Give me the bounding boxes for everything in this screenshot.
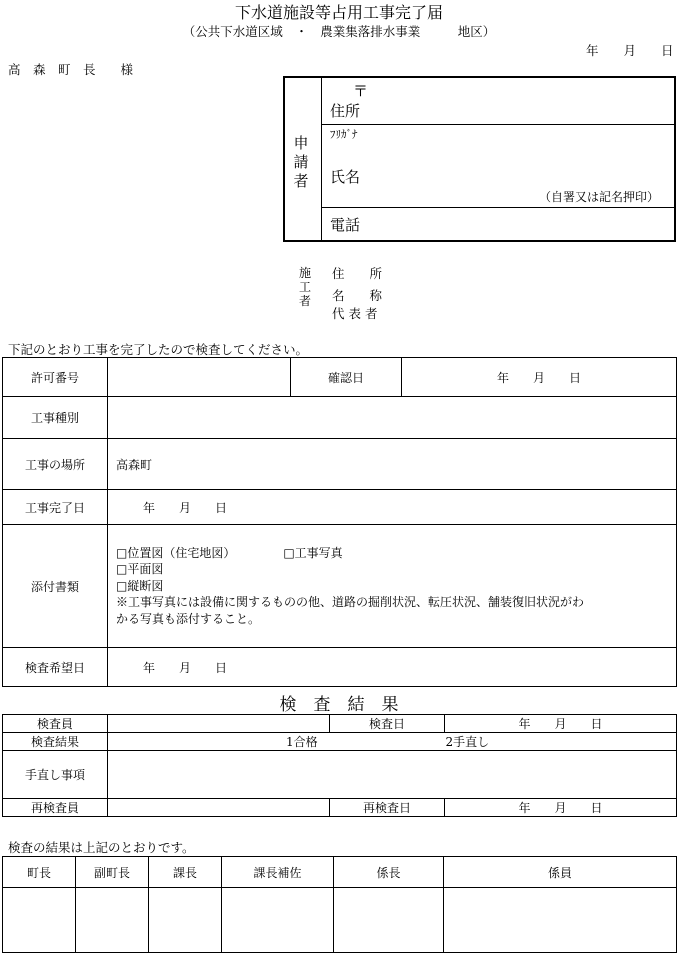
completion-date-field[interactable]: 年 月 日 [108, 490, 677, 525]
document-subtitle: （公共下水道区域 ・ 農業集落排水事業 地区） [182, 24, 496, 39]
footer-text: 検査の結果は上記のとおりです。 [8, 840, 195, 855]
reinspector-field[interactable] [108, 799, 330, 817]
furigana-label: ﾌﾘｶﾞﾅ [330, 128, 358, 141]
document-title: 下水道施設等占用工事完了届 [234, 3, 443, 22]
approval-col-mayor: 町長 [3, 857, 76, 888]
contractor-address-label: 住 所 [332, 266, 383, 281]
submission-date: 年 月 日 [586, 43, 674, 58]
attach-note-cont: かる写真も添付すること。 [116, 611, 261, 626]
result-label: 検査結果 [3, 733, 108, 751]
stamp-cell[interactable] [149, 888, 222, 953]
stamp-cell[interactable] [3, 888, 76, 953]
completion-form-table [2, 357, 677, 687]
attach-photo[interactable]: □工事写真 [283, 545, 343, 560]
postal-mark: 〒 [353, 82, 369, 100]
location-field[interactable]: 高森町 [108, 439, 677, 490]
approval-col-section-chief: 課長 [149, 857, 222, 888]
location-label: 工事の場所 [3, 439, 108, 490]
applicant-label: 申請者 [293, 134, 309, 190]
stamp-cell[interactable] [334, 888, 444, 953]
reinspect-date-field[interactable]: 年 月 日 [445, 799, 677, 817]
addressee: 高 森 町 長 様 [8, 62, 134, 77]
inspect-date-label: 検査日 [330, 715, 445, 733]
inspector-label: 検査員 [3, 715, 108, 733]
confirm-date-label: 確認日 [291, 358, 402, 397]
completion-date-label: 工事完了日 [3, 490, 108, 525]
stamp-cell[interactable] [444, 888, 677, 953]
fix-items-field[interactable] [108, 751, 677, 799]
reinspect-date-label: 再検査日 [330, 799, 445, 817]
approval-table [2, 856, 677, 953]
result-options [108, 733, 677, 751]
inspect-wish-field[interactable]: 年 月 日 [108, 648, 677, 687]
attach-section[interactable]: □縦断図 [116, 578, 164, 593]
permit-no-label: 許可番号 [3, 358, 108, 397]
stamp-cell[interactable] [222, 888, 334, 953]
attach-plan[interactable]: □平面図 [116, 562, 164, 577]
inspection-results-table [2, 714, 677, 817]
attach-site-map[interactable]: □位置図（住宅地図） [116, 545, 236, 560]
seal-note: （自署又は記名押印） [539, 190, 660, 204]
confirm-date-field[interactable]: 年 月 日 [402, 358, 677, 397]
attach-note: ※工事写真には設備に関するものの他、道路の掘削状況、転圧状況、舗装復旧状況がわ [116, 595, 585, 610]
attachments-field [108, 525, 677, 648]
address-label: 住所 [330, 102, 361, 120]
contractor-label: 施工者 [298, 266, 311, 308]
contractor-name-label: 名 称 [332, 288, 383, 303]
stamp-cell[interactable] [76, 888, 149, 953]
approval-col-subsection-chief: 係長 [334, 857, 444, 888]
work-type-label: 工事種別 [3, 397, 108, 439]
approval-col-staff: 係員 [444, 857, 677, 888]
reinspector-label: 再検査員 [3, 799, 108, 817]
results-title: 検 査 結 果 [279, 695, 399, 715]
intro-text: 下記のとおり工事を完了したので検査してください。 [8, 342, 309, 357]
approval-col-assistant-chief: 課長補佐 [222, 857, 334, 888]
approval-col-deputy-mayor: 副町長 [76, 857, 149, 888]
inspect-wish-label: 検査希望日 [3, 648, 108, 687]
attachments-label: 添付書類 [3, 525, 108, 648]
fix-items-label: 手直し事項 [3, 751, 108, 799]
result-fix-option[interactable]: 2手直し [445, 735, 490, 749]
contractor-rep-label: 代 表 者 [332, 306, 378, 321]
applicant-box [283, 76, 676, 242]
work-type-field[interactable] [108, 397, 677, 439]
name-label: 氏名 [330, 168, 361, 186]
result-pass-option[interactable]: 1合格 [286, 735, 318, 749]
phone-label: 電話 [330, 216, 361, 234]
inspect-date-field[interactable]: 年 月 日 [445, 715, 677, 733]
permit-no-field[interactable] [108, 358, 291, 397]
inspector-field[interactable] [108, 715, 330, 733]
